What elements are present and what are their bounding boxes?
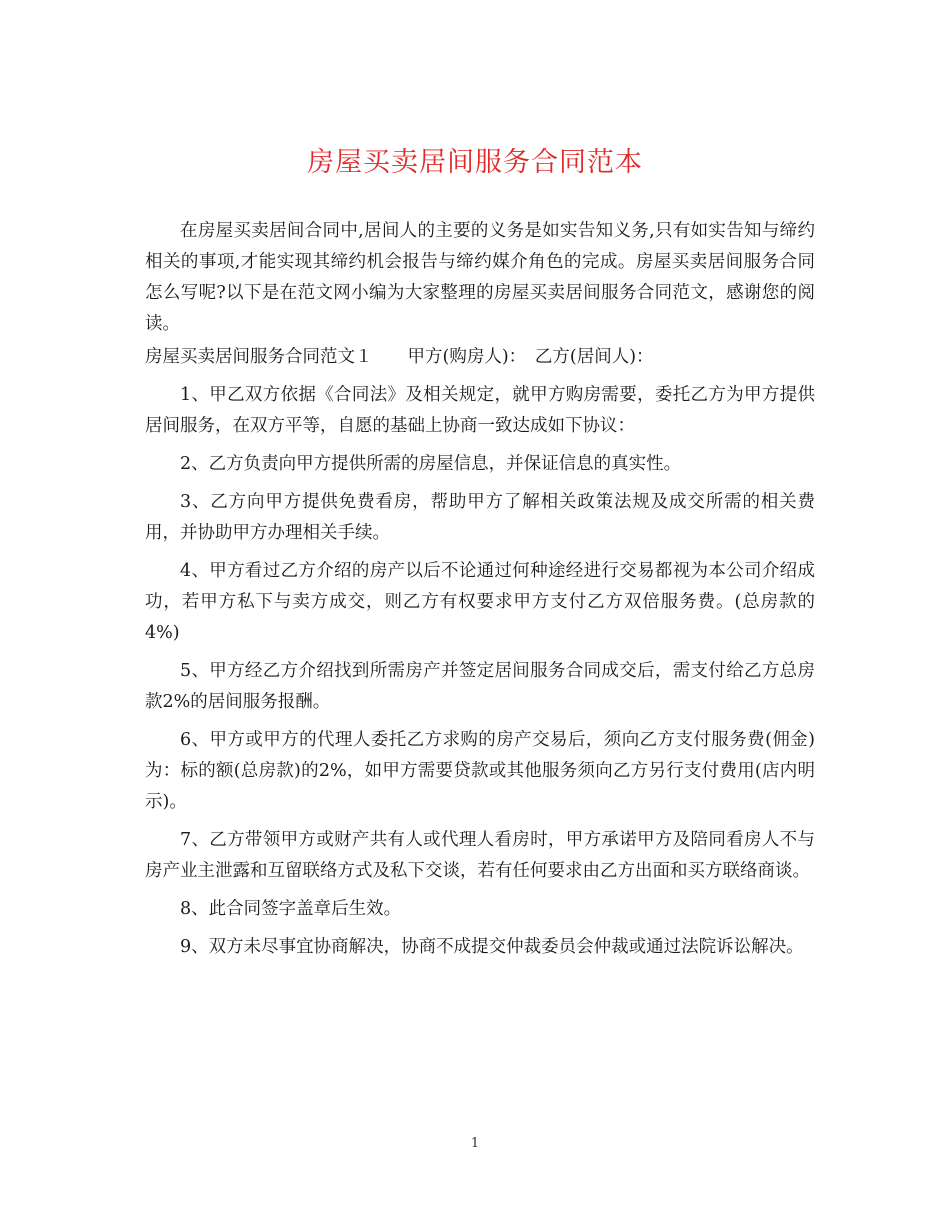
clause-1: 1、甲乙双方依据《合同法》及相关规定，就甲方购房需要，委托乙方为甲方提供居间服务，在双方平等，自愿的基础上协商一致达成如下协议：: [145, 385, 815, 436]
document-body: [145, 216, 815, 970]
clause-3: 3、乙方向甲方提供免费看房，帮助甲方了解相关政策法规及成交所需的相关费用，并协助甲方办理相关手续。: [145, 492, 815, 543]
clause-9: 9、双方未尽事宜协商解决，协商不成提交仲裁委员会仲裁或通过法院诉讼解决。: [180, 937, 804, 957]
clause-4: 4、甲方看过乙方介绍的房产以后不论通过何种途经进行交易都视为本公司介绍成功，若甲方私下与卖方成交，则乙方有权要求甲方支付乙方双倍服务费。(总房款的4%): [145, 561, 815, 643]
clause-5: 5、甲方经乙方介绍找到所需房产并签定居间服务合同成交后，需支付给乙方总房款2%的居间服务报酬。: [145, 661, 815, 712]
intro-paragraph: 在房屋买卖居间合同中,居间人的主要的义务是如实告知义务,只有如实告知与缔约相关的事项,才能实现其缔约机会报告与缔约媒介角色的完成。房屋买卖居间服务合同怎么写呢?以下是在范文网小编为大家整理的房屋买卖居间服务合同范文，感谢您的阅读。: [145, 221, 815, 334]
clause-2: 2、乙方负责向甲方提供所需的房屋信息，并保证信息的真实性。: [180, 454, 682, 474]
clause-6: 6、甲方或甲方的代理人委托乙方求购的房产交易后，须向乙方支付服务费(佣金)为：标的额(总房款)的2%，如甲方需要贷款或其他服务须向乙方另行支付费用(店内明示)。: [145, 730, 815, 812]
page-number: 1: [470, 1136, 480, 1151]
contract-heading-line: 房屋买卖居间服务合同范文１ 甲方(购房人)： 乙方(居间人)：: [145, 347, 654, 367]
clause-8: 8、此合同签字盖章后生效。: [180, 899, 402, 919]
document-title: 房屋买卖居间服务合同范本: [307, 147, 643, 178]
clause-7: 7、乙方带领甲方或财产共有人或代理人看房时，甲方承诺甲方及陪同看房人不与房产业主泄露和互留联络方式及私下交谈，若有任何要求由乙方出面和买方联络商谈。: [145, 830, 815, 881]
